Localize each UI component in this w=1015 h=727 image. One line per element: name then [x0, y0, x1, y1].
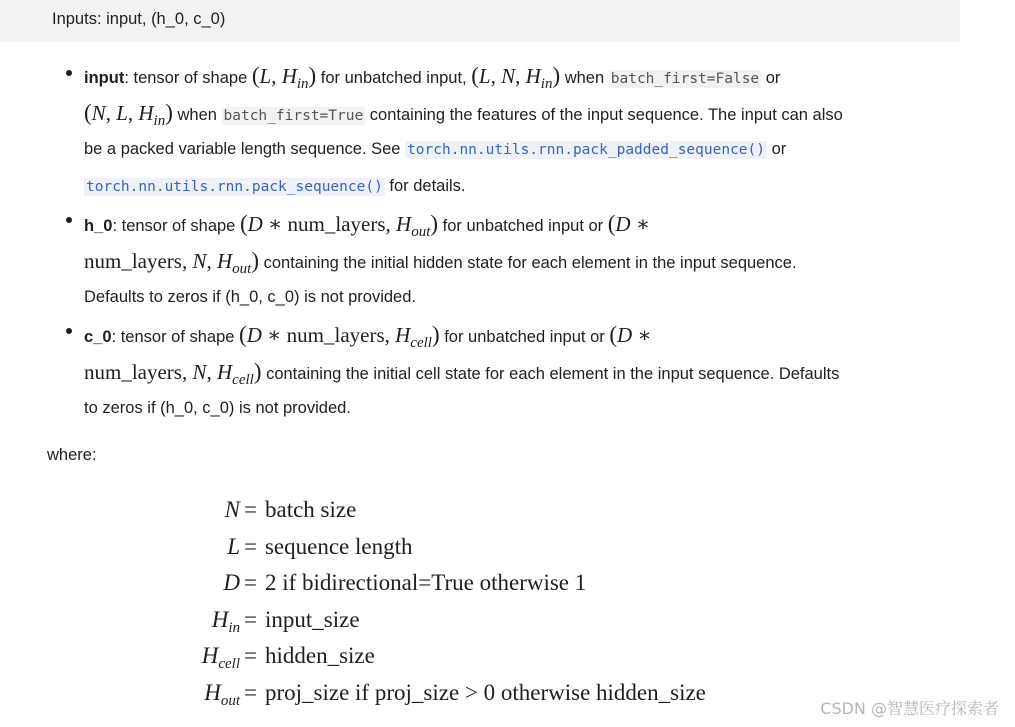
math-shape-batch-first: (N, L, $H_{in}$) — [84, 100, 173, 129]
math-c0-batched: num_layers, N, $H_{cell}$) — [84, 359, 262, 388]
math-shape-batched: (L, N, $H_{in}$) — [471, 63, 561, 92]
math-h0-unbatched: (D ∗ num_layers, $H_{out}$) — [239, 211, 439, 240]
term-h0: h_0 — [84, 217, 113, 235]
list-item-c0: c_0: tensor of shape (D ∗ num_layers, $H_{cell}$) for unbatched input or (D ∗ num_layers, N, $H_{cell}$) containing the initial cell state for each element in the input sequence. Defaults to zeros if (h_0, c_0) is not provided. — [66, 316, 966, 427]
math-h0-batched: num_layers, N, $H_{out}$) — [84, 248, 260, 277]
math-c0-unbatched: (D ∗ num_layers, $H_{cell}$) — [239, 322, 440, 351]
math-shape-unbatched: (L, $H_{in}$) — [251, 63, 317, 92]
term-input: input — [84, 69, 125, 87]
bullet-icon — [66, 70, 72, 76]
term-c0: c_0 — [84, 328, 112, 346]
section-header — [0, 0, 960, 42]
bullet-icon — [66, 217, 72, 223]
bullet-icon — [66, 328, 72, 334]
inputs-list — [66, 58, 966, 427]
section-title: Inputs: input, (h_0, c_0) — [52, 10, 226, 28]
list-item-h0: h_0: tensor of shape (D ∗ num_layers, $H_{out}$) for unbatched input or (D ∗ num_layers, N, $H_{out}$) containing the initial hidden state for each element in the input sequence. Defaults to zeros if (h_0, c_0) is not provided. — [66, 205, 966, 316]
link-pack-padded-sequence[interactable]: torch.nn.utils.rnn.pack_padded_sequence() — [407, 142, 765, 158]
list-item-input: input: tensor of shape (L, $H_{in}$) for unbatched input, (L, N, $H_{in}$) when batch_first=False or (N, L, $H_{in}$) when batch_first=True containing the features of the input sequence. The input can also be a packed variable length sequence. See torch.nn.utils.rnn.pack_padded_sequence() or torch.nn.utils.rnn.pack_sequence() for details. — [66, 58, 966, 205]
code-batch-first-true: batch_first=True — [223, 108, 364, 124]
where-label: where: — [47, 446, 97, 464]
watermark: CSDN @智慧医疗探索者 — [820, 699, 999, 718]
link-pack-sequence[interactable]: torch.nn.utils.rnn.pack_sequence() — [86, 179, 383, 195]
code-batch-first-false: batch_first=False — [610, 71, 760, 87]
